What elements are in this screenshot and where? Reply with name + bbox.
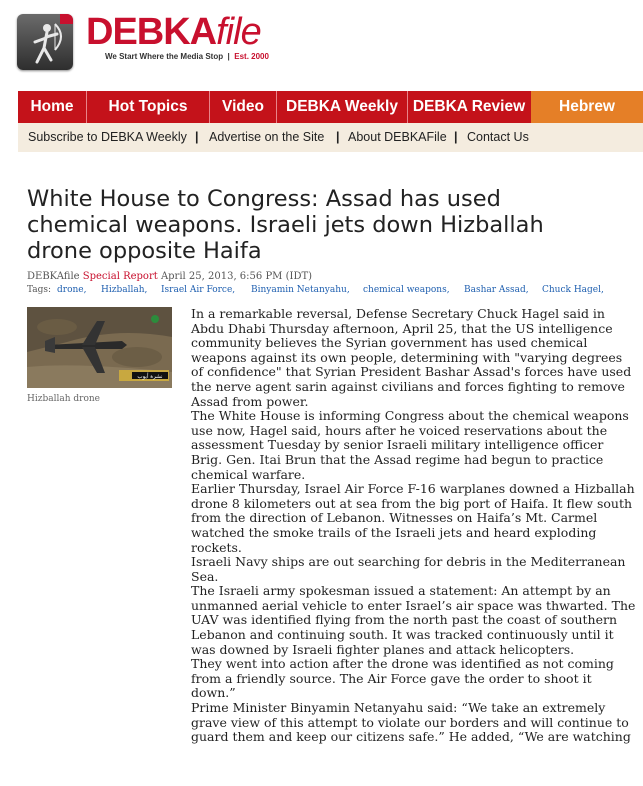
nav-debka-weekly[interactable]: DEBKA Weekly <box>286 98 398 115</box>
tag-link[interactable]: Binyamin Netanyahu, <box>251 285 350 295</box>
paragraph: Israeli Navy ships are out searching for debris in the Mediterranean Sea. <box>191 554 626 584</box>
nav-video[interactable]: Video <box>222 98 264 115</box>
main-nav <box>18 91 643 123</box>
established: Est. 2000 <box>234 52 269 61</box>
subnav-about[interactable]: About DEBKAFile <box>348 130 447 144</box>
slogan <box>105 52 269 61</box>
article-source: DEBKAfile <box>27 271 80 282</box>
paragraph: Prime Minister Binyamin Netanyahu said: “We take an extremely grave view of this attempt to violate our borders and will continue to guard them and keep our citizens safe.” He added, “We are watching <box>191 700 631 745</box>
nav-hot-topics[interactable]: Hot Topics <box>108 98 188 115</box>
nav-home[interactable]: Home <box>30 98 74 115</box>
subnav-separator: | <box>454 130 458 144</box>
tag-link[interactable]: chemical weapons, <box>363 285 450 295</box>
article-body <box>191 307 636 745</box>
paragraph: The Israeli army spokesman issued a statement: An attempt by an unmanned aerial vehicle to enter Israel’s air space was thwarted. The UAV was identified flying from the north past the coast of southern Lebanon and continuing south. It was tracked continuously until it was downed by Israeli fighter planes and attack helicopters. <box>191 583 636 657</box>
paragraph: In a remarkable reversal, Defense Secretary Chuck Hagel said in Abdu Dhabi Thursday afternoon, April 25, that the US intelligence community believes the Syrian government has used chemical weapons against its own people, determining with "varying degrees of confidence" that Syrian President Bashar Assad's forces have used the nerve agent sarin against civilians and forces fighting to remove Assad from power. <box>191 306 632 409</box>
sub-nav <box>18 123 643 152</box>
tag-link[interactable]: drone, <box>57 285 87 295</box>
subnav-contact[interactable]: Contact Us <box>467 130 529 144</box>
subnav-advertise[interactable]: Advertise on the Site <box>209 130 325 144</box>
paragraph: They went into action after the drone was identified as not coming from a friendly source. The Air Force gave the order to shoot it down.” <box>191 656 614 701</box>
article-image[interactable] <box>27 307 172 388</box>
nav-hebrew[interactable]: Hebrew <box>531 91 643 123</box>
slogan-separator: | <box>227 52 230 61</box>
article-date: April 25, 2013, 6:56 PM (IDT) <box>160 271 313 282</box>
article-title: White House to Congress: Assad has used chemical weapons. Israeli jets down Hizballah drone opposite Haifa <box>27 186 544 264</box>
tag-link[interactable]: Israel Air Force, <box>161 285 236 295</box>
tag-link[interactable]: Bashar Assad, <box>464 285 529 295</box>
brand-main: DEBKA <box>86 11 217 53</box>
image-caption: Hizballah drone <box>27 394 100 404</box>
article-category[interactable]: Special Report <box>82 271 158 282</box>
tags-label: Tags: <box>27 285 52 295</box>
brand-italic: file <box>216 11 261 53</box>
subnav-separator: | <box>336 130 340 144</box>
image-overlay-label: نشرة أيوب <box>137 374 163 380</box>
tag-link[interactable]: Hizballah, <box>101 285 148 295</box>
subnav-separator: | <box>195 130 199 144</box>
paragraph: The White House is informing Congress about the chemical weapons use now, Hagel said, hours after he voiced reservations about the assessment Tuesday by senior Israeli military intelligence officer Brig. Gen. Itai Brun that the Assad regime had begun to practice chemical warfare. <box>191 408 629 482</box>
nav-debka-review[interactable]: DEBKA Review <box>412 98 526 115</box>
subnav-subscribe[interactable]: Subscribe to DEBKA Weekly <box>28 130 187 144</box>
article-meta <box>27 271 312 282</box>
slogan-text: We Start Where the Media Stop <box>105 52 224 61</box>
paragraph: Earlier Thursday, Israel Air Force F-16 warplanes downed a Hizballah drone 8 kilometers out at sea from the big port of Haifa. It flew south from the direction of Lebanon. Witnesses on Haifa’s Mt. Carmel watched the smoke trails of the Israeli jets and heard exploding rockets. <box>191 481 635 555</box>
tag-link[interactable]: Chuck Hagel, <box>542 285 604 295</box>
logo-accent <box>60 14 73 24</box>
site-logo-text[interactable] <box>86 8 261 56</box>
